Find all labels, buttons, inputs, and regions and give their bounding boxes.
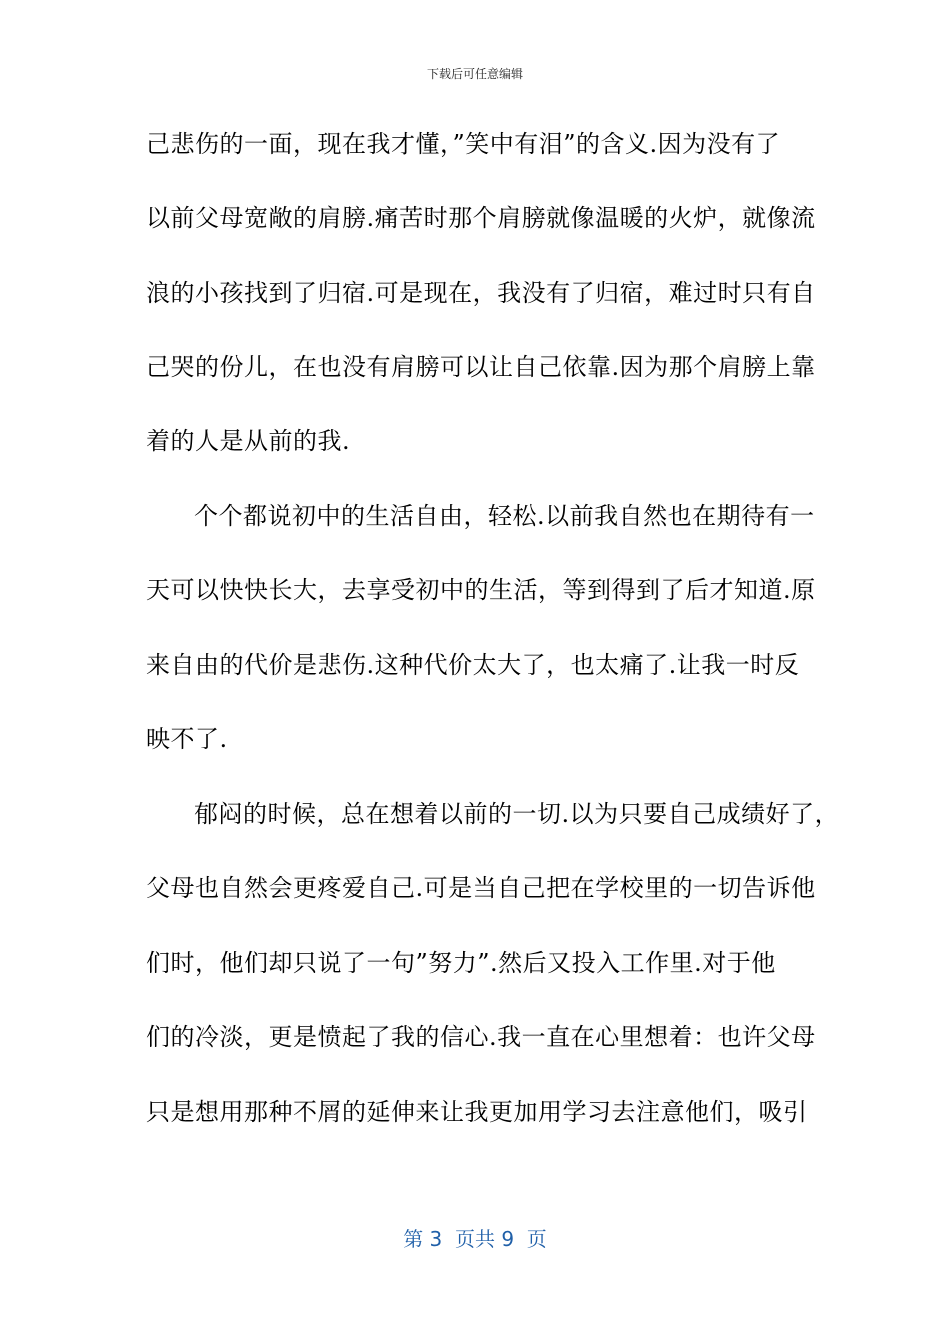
paragraph-first-line: 郁闷的时候，总在想着以前的一切.以为只要自己成绩好了， — [194, 800, 840, 828]
text-line: 映不了. — [146, 725, 228, 753]
page-number: 第 3 页共 9 页 — [403, 1227, 547, 1251]
text-line: 来自由的代价是悲伤.这种代价太大了，也太痛了.让我一时反 — [146, 651, 800, 679]
text-line: 只是想用那种不屑的延伸来让我更加用学习去注意他们，吸引 — [146, 1098, 808, 1126]
text-line: 以前父母宽敞的肩膀.痛苦时那个肩膀就像温暖的火炉，就像流 — [146, 204, 816, 232]
text-line: 们时，他们却只说了一句”努力”.然后又投入工作里.对于他 — [146, 949, 776, 977]
text-line: 着的人是从前的我. — [146, 427, 351, 455]
text-line: 己哭的份儿，在也没有肩膀可以让自己依靠.因为那个肩膀上靠 — [146, 353, 816, 381]
text-line: 父母也自然会更疼爱自己.可是当自己把在学校里的一切告诉他 — [146, 874, 816, 902]
paragraph-first-line: 个个都说初中的生活自由，轻松.以前我自然也在期待有一 — [194, 502, 815, 530]
text-line: 浪的小孩找到了归宿.可是现在，我没有了归宿，难过时只有自 — [146, 279, 816, 307]
text-line: 们的冷淡，更是愤起了我的信心.我一直在心里想着：也许父母 — [146, 1023, 816, 1051]
page-header: 下载后可任意编辑 — [426, 67, 523, 81]
text-line: 己悲伤的一面，现在我才懂，”笑中有泪”的含义.因为没有了 — [146, 130, 781, 158]
text-line: 天可以快快长大，去享受初中的生活，等到得到了后才知道.原 — [146, 576, 816, 604]
